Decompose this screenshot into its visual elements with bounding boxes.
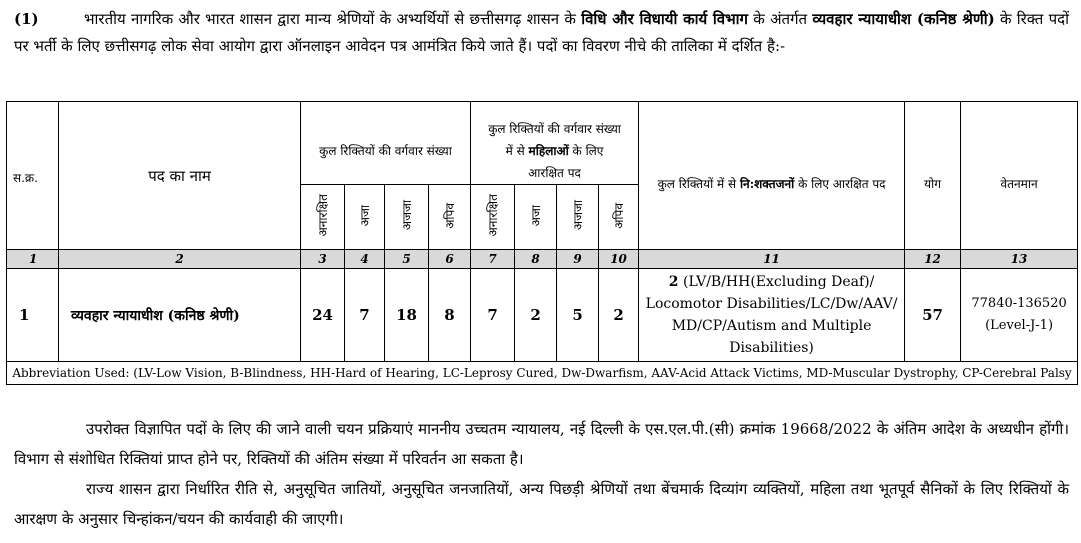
table-row (7, 269, 1078, 362)
col-num: 4 (345, 250, 385, 269)
header-row-top (7, 102, 1078, 185)
header-women-reserved (471, 102, 639, 185)
row-unreserved-count: 24 (301, 269, 345, 362)
header-pay-scale: वेतनमान (961, 102, 1078, 250)
header-disabled-pre: कुल रिक्तियों में से (657, 176, 740, 191)
row-st-count: 18 (385, 269, 429, 362)
intro-text-b: के अंतर्गत (748, 10, 813, 28)
col-num: 8 (515, 250, 557, 269)
col-num: 9 (557, 250, 599, 269)
header-disabled-bold: नि:शक्तजनों (739, 176, 795, 191)
header-women-cat-obc: अपिव (599, 185, 639, 250)
col-num: 6 (429, 250, 471, 269)
row-pay-scale: 77840-136520 (Level-J-1) (961, 269, 1078, 362)
header-women-cat-st: अजजा (557, 185, 599, 250)
col-num: 7 (471, 250, 515, 269)
clause-number: (1) (14, 10, 39, 28)
header-women-bold: महिलाओं (528, 144, 569, 158)
header-disabled-reserved (639, 102, 905, 250)
col-num: 3 (301, 250, 345, 269)
header-cat-unreserved: अनारक्षित (301, 185, 345, 250)
header-cat-st: अजजा (385, 185, 429, 250)
row-post-name: व्यवहार न्यायाधीश (कनिष्ठ श्रेणी) (59, 269, 301, 362)
abbreviation-note: Abbreviation Used: (LV-Low Vision, B-Blindness, HH-Hard of Hearing, LC-Leprosy Cured, Dw-Dwarfism, AAV-Acid Attack Victims, MD-Muscular Dystrophy, CP-Cerebral Palsy (7, 362, 1078, 385)
row-women-sc-count: 2 (515, 269, 557, 362)
row-disabled-reserved: 2 (LV/B/HH(Excluding Deaf)/ Locomotor Disabilities/LC/Dw/AAV/ MD/CP/Autism and Multiple Disabilities) (639, 269, 905, 362)
row-disabled-count: 2 (668, 274, 679, 290)
column-number-row (7, 250, 1078, 269)
department-name: विधि और विधायी कार्य विभाग (581, 10, 749, 28)
row-women-unreserved-count: 7 (471, 269, 515, 362)
post-name-bold: व्यवहार न्यायाधीश (कनिष्ठ श्रेणी) (812, 10, 995, 28)
vacancy-table (6, 101, 1078, 385)
intro-text-c: के रिक्त पदों पर भर्ती के लिए छत्तीसगढ़ लोक सेवा आयोग द्वारा ऑनलाइन आवेदन पत्र आमंत्रित किये जाते हैं। पदों का विवरण नीचे की तालिका में दर्शित है:- (14, 10, 1069, 55)
header-women-post: के लिए (568, 144, 604, 158)
row-women-st-count: 5 (557, 269, 599, 362)
col-num: 2 (59, 250, 301, 269)
col-num: 1 (7, 250, 59, 269)
header-women-cat-sc: अजा (515, 185, 557, 250)
col-num: 10 (599, 250, 639, 269)
header-disabled-post: के लिए आरक्षित पद (794, 176, 886, 191)
intro-text-a: भारतीय नागरिक और भारत शासन द्वारा मान्य श्रेणियों के अभ्यर्थियों से छत्तीसगढ़ शासन के (84, 10, 582, 28)
col-num: 5 (385, 250, 429, 269)
header-cat-sc: अजा (345, 185, 385, 250)
paragraph-reservation: राज्य शासन द्वारा निर्धारित रीति से, अनुसूचित जातियों, अनुसूचित जनजातियों, अन्य पिछड़ी श्रेणियों तथा बेंचमार्क दिव्यांग व्यक्तियों, महिला तथा भूतपूर्व सैनिकों के लिए रिक्तियों के आरक्षण के अनुसार चिन्हांकन/चयन की कार्यवाही की जाएगी। (14, 480, 1069, 528)
col-num: 12 (905, 250, 961, 269)
row-women-obc-count: 2 (599, 269, 639, 362)
intro-paragraph (14, 6, 1069, 60)
header-women-line-a: कुल रिक्तियों की वर्गवार संख्या (488, 122, 621, 136)
row-total: 57 (905, 269, 961, 362)
header-women-line-c: आरक्षित पद (528, 166, 581, 180)
paragraph-selection-process: उपरोक्त विज्ञापित पदों के लिए की जाने वाली चयन प्रक्रियाएं माननीय उच्चतम न्यायालय, नई दिल्ली के एस.एल.पी.(सी) क्रमांक 19668/2022 के अंतिम आदेश के अध्यधीन होंगी। विभाग से संशोधित रिक्तियां प्राप्त होने पर, रिक्तियों की अंतिम संख्या में परिवर्तन आ सकता है। (14, 420, 1069, 468)
abbreviation-row (7, 362, 1078, 385)
header-cat-obc: अपिव (429, 185, 471, 250)
header-sn: स.क्र. (7, 102, 59, 250)
header-women-pre: में से (505, 144, 529, 158)
header-post-name: पद का नाम (59, 102, 301, 250)
row-sc-count: 7 (345, 269, 385, 362)
col-num: 11 (639, 250, 905, 269)
row-obc-count: 8 (429, 269, 471, 362)
col-num: 13 (961, 250, 1078, 269)
header-total: योग (905, 102, 961, 250)
header-category-wise: कुल रिक्तियों की वर्गवार संख्या (301, 102, 471, 185)
header-women-cat-unreserved: अनारक्षित (471, 185, 515, 250)
row-sn: 1 (7, 269, 59, 362)
